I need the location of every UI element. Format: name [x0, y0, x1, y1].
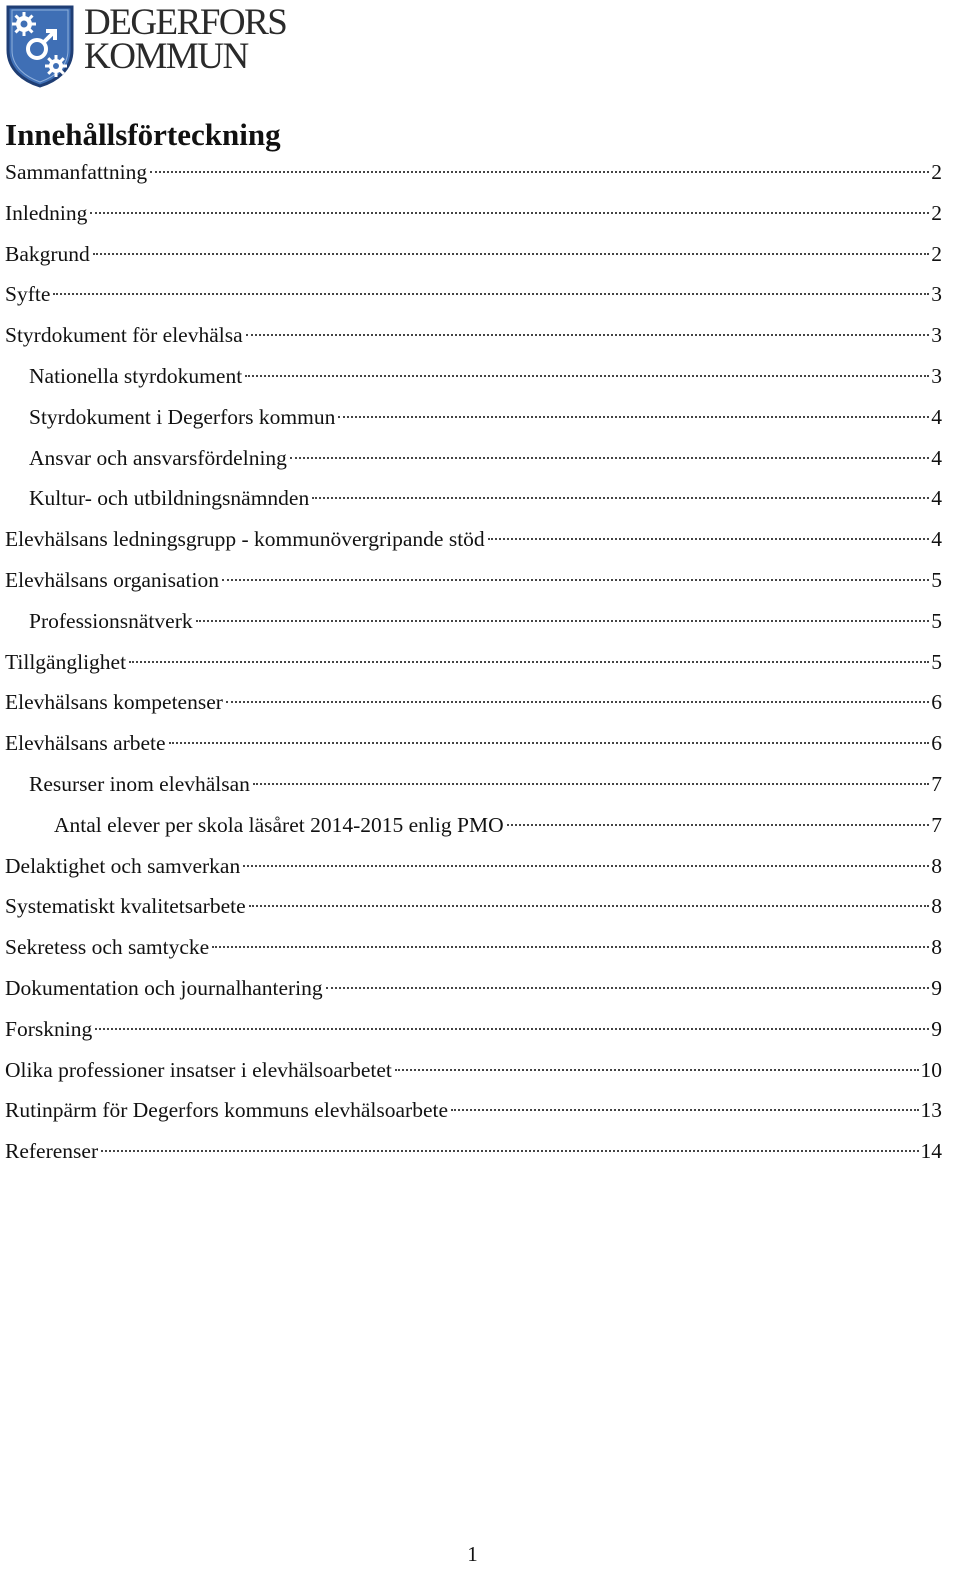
toc-entry-page: 3 — [931, 323, 942, 348]
toc-entry-page: 7 — [931, 771, 942, 796]
toc-entry-title: Elevhälsans arbete — [5, 731, 166, 756]
logo-line-1: DEGERFORS — [84, 2, 287, 43]
toc-entry-page: 2 — [931, 160, 942, 184]
toc-entry-page: 8 — [931, 894, 942, 919]
toc-entry-title: Referenser — [5, 1139, 99, 1164]
dot-leader — [196, 620, 930, 622]
toc-entry[interactable] — [5, 768, 942, 809]
toc-entry-title: Elevhälsans ledningsgrupp - kommunövergripande stöd — [5, 527, 485, 552]
toc-entry-title: Inledning — [5, 200, 88, 225]
toc-entry[interactable] — [5, 727, 942, 768]
toc-entry-page: 8 — [931, 935, 942, 960]
toc-entry-title: Antal elever per skola läsåret 2014-2015 enlig PMO — [54, 812, 504, 837]
toc-entry-page: 7 — [931, 812, 942, 837]
toc-entry-title: Professionsnätverk — [29, 608, 193, 633]
toc-entry-title: Delaktighet och samverkan — [5, 853, 241, 878]
dot-leader — [93, 253, 929, 255]
toc-entry-page: 5 — [931, 649, 942, 674]
dot-leader — [95, 1028, 929, 1030]
toc-entry[interactable] — [5, 1054, 942, 1095]
toc-entry[interactable] — [5, 1094, 942, 1135]
toc-entry-title: Dokumentation och journalhantering — [5, 975, 323, 1000]
toc-entry[interactable] — [5, 197, 942, 238]
toc-entry-title: Styrdokument för elevhälsa — [5, 323, 243, 348]
toc-entry-title: Kultur- och utbildningsnämnden — [29, 486, 310, 511]
toc-entry[interactable] — [5, 156, 942, 197]
toc-entry-page: 9 — [931, 975, 942, 1000]
toc-entry-title: Forskning — [5, 1016, 93, 1041]
toc-entry[interactable] — [5, 319, 942, 360]
toc-entry[interactable] — [5, 238, 942, 279]
dot-leader — [488, 538, 930, 540]
toc-entry[interactable] — [5, 278, 942, 319]
dot-leader — [169, 742, 930, 744]
toc-entry-title: Syfte — [5, 282, 51, 307]
toc-entry[interactable] — [5, 1135, 942, 1176]
toc-entry[interactable] — [5, 686, 942, 727]
municipality-logo — [4, 4, 294, 88]
dot-leader — [53, 293, 929, 295]
toc-entry-title: Sekretess och samtycke — [5, 935, 210, 960]
toc-entry-title: Elevhälsans organisation — [5, 567, 219, 592]
table-of-contents — [5, 156, 942, 1176]
dot-leader — [129, 661, 929, 663]
toc-entry-page: 4 — [931, 527, 942, 552]
toc-entry-title: Nationella styrdokument — [29, 363, 243, 388]
dot-leader — [246, 334, 930, 336]
toc-entry[interactable] — [5, 972, 942, 1013]
dot-leader — [245, 375, 929, 377]
dot-leader — [212, 946, 929, 948]
toc-title: Innehållsförteckning — [5, 117, 281, 152]
toc-entry-page: 13 — [920, 1098, 942, 1123]
toc-entry-title: Styrdokument i Degerfors kommun — [29, 404, 336, 429]
toc-entry-page: 8 — [931, 853, 942, 878]
toc-entry-title: Resurser inom elevhälsan — [29, 771, 250, 796]
toc-entry-page: 4 — [931, 486, 942, 511]
toc-entry-title: Olika professioner insatser i elevhälsoarbetet — [5, 1057, 392, 1082]
logo-line-2: KOMMUN — [84, 36, 248, 77]
toc-entry[interactable] — [5, 442, 942, 483]
toc-entry[interactable] — [5, 482, 942, 523]
toc-entry-title: Systematiskt kvalitetsarbete — [5, 894, 246, 919]
toc-entry-page: 5 — [931, 608, 942, 633]
dot-leader — [222, 579, 929, 581]
dot-leader — [249, 905, 930, 907]
toc-entry-page: 4 — [931, 404, 942, 429]
dot-leader — [338, 416, 929, 418]
toc-entry-page: 4 — [931, 445, 942, 470]
toc-entry-page: 14 — [920, 1139, 942, 1164]
dot-leader — [243, 865, 929, 867]
dot-leader — [253, 783, 929, 785]
toc-entry[interactable] — [5, 523, 942, 564]
toc-entry-page: 10 — [920, 1057, 942, 1082]
toc-entry[interactable] — [5, 605, 942, 646]
logo-wordmark — [84, 2, 287, 77]
toc-entry[interactable] — [5, 809, 942, 850]
page-number: 1 — [467, 1542, 478, 1566]
toc-entry[interactable] — [5, 1013, 942, 1054]
dot-leader — [150, 171, 929, 173]
toc-entry[interactable] — [5, 401, 942, 442]
toc-entry[interactable] — [5, 564, 942, 605]
toc-entry-page: 9 — [931, 1016, 942, 1041]
toc-entry-title: Tillgänglighet — [5, 649, 127, 674]
toc-entry-title: Sammanfattning — [5, 160, 148, 184]
toc-entry-page: 2 — [931, 241, 942, 266]
toc-entry-page: 5 — [931, 567, 942, 592]
toc-entry[interactable] — [5, 646, 942, 687]
toc-entry[interactable] — [5, 850, 942, 891]
toc-entry-title: Rutinpärm för Degerfors kommuns elevhälsoarbete — [5, 1098, 449, 1123]
toc-entry[interactable] — [5, 931, 942, 972]
dot-leader — [101, 1150, 918, 1152]
toc-entry[interactable] — [5, 890, 942, 931]
dot-leader — [395, 1069, 919, 1071]
toc-entry-page: 2 — [931, 200, 942, 225]
toc-entry-page: 3 — [931, 282, 942, 307]
dot-leader — [326, 987, 930, 989]
dot-leader — [226, 701, 929, 703]
toc-entry-page: 6 — [931, 731, 942, 756]
toc-entry-title: Elevhälsans kompetenser — [5, 690, 223, 715]
toc-entry-title: Bakgrund — [5, 241, 90, 266]
toc-entry-page: 6 — [931, 690, 942, 715]
dot-leader — [451, 1109, 918, 1111]
dot-leader — [312, 497, 929, 499]
dot-leader — [90, 212, 929, 214]
toc-entry[interactable] — [5, 360, 942, 401]
dot-leader — [290, 457, 929, 459]
coat-of-arms-icon — [4, 4, 78, 88]
toc-entry-page: 3 — [931, 363, 942, 388]
dot-leader — [507, 824, 930, 826]
toc-entry-title: Ansvar och ansvarsfördelning — [29, 445, 287, 470]
